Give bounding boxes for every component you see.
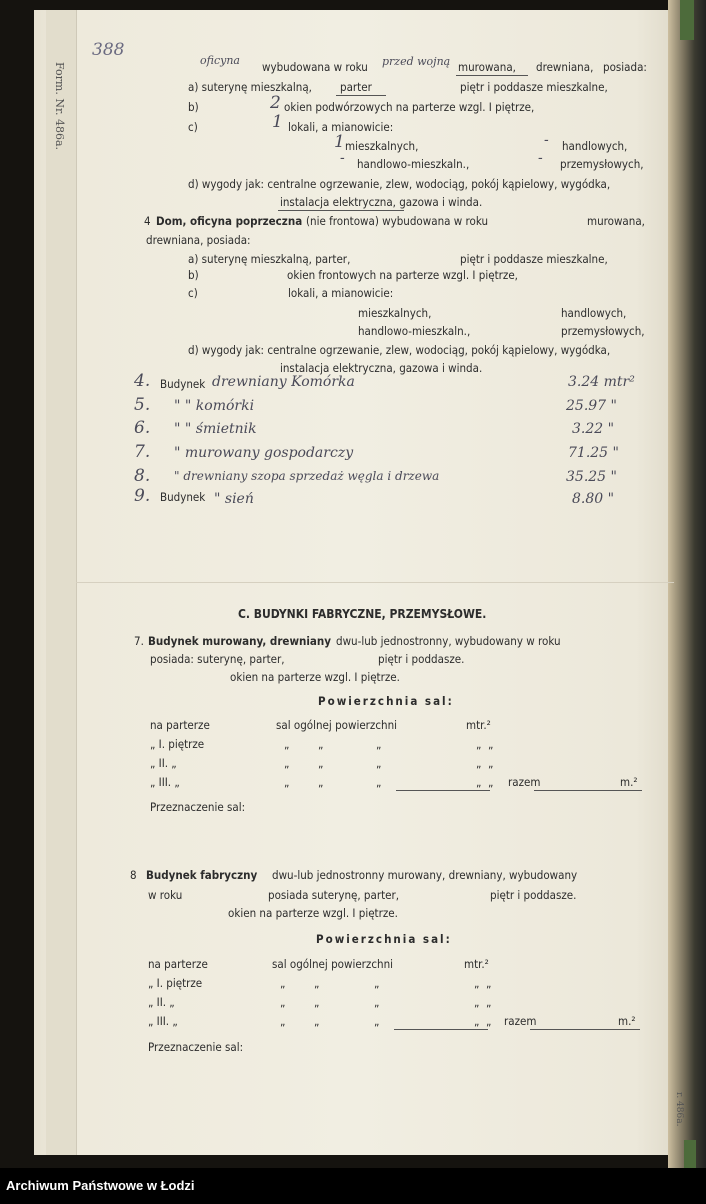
- row-num: 5.: [134, 395, 151, 415]
- text: dwu-lub jednostronny, wybudowany w roku: [336, 634, 561, 648]
- hand-handl: -: [544, 132, 549, 148]
- corner-number: 388: [92, 40, 125, 60]
- text: okien na parterze wzgl. I piętrze.: [228, 906, 398, 920]
- row-desc: " " komórki: [174, 398, 255, 414]
- text: Budynek: [160, 377, 206, 391]
- row-num: 9.: [134, 486, 151, 506]
- text: b): [188, 100, 199, 114]
- text: „ III. „: [148, 1014, 178, 1028]
- text: drewniana,: [536, 60, 594, 74]
- text: „ I. piętrze: [148, 976, 203, 990]
- text: „: [486, 995, 492, 1009]
- text: a) suterynę mieszkalną, parter,: [188, 252, 351, 266]
- text: „: [374, 995, 380, 1009]
- row-area: 8.80 ": [572, 491, 615, 507]
- text: c): [188, 286, 198, 300]
- text: „: [284, 756, 290, 770]
- text: „: [486, 976, 492, 990]
- row-area: 35.25 ": [566, 469, 617, 485]
- text: „: [376, 756, 382, 770]
- text: handlowo-mieszkaln.,: [357, 157, 470, 171]
- row-desc: drewniany Komórka: [212, 374, 355, 390]
- underline: [534, 790, 642, 791]
- archive-name: Archiwum Państwowe w Łodzi: [6, 1178, 195, 1193]
- text: „: [376, 775, 382, 789]
- text: „: [318, 737, 324, 751]
- text: „ II. „: [148, 995, 175, 1009]
- row-num: 4.: [134, 371, 151, 391]
- text: Przeznaczenie sal:: [148, 1040, 244, 1054]
- text: razem: [504, 1014, 537, 1028]
- text: „: [476, 737, 482, 751]
- text: b): [188, 268, 199, 282]
- text: murowana,: [587, 214, 645, 228]
- row-desc: " " śmietnik: [174, 421, 257, 437]
- text: posiada:: [603, 60, 647, 74]
- text: a) suterynę mieszkalną,: [188, 80, 312, 94]
- text: Przeznaczenie sal:: [150, 800, 246, 814]
- text: „ III. „: [150, 775, 180, 789]
- row-area: 25.97 ": [566, 398, 617, 414]
- text: mtr.²: [464, 957, 489, 971]
- text: wybudowana w roku: [262, 60, 368, 74]
- hand-year: przed wojną: [382, 55, 451, 68]
- text: sal ogólnej powierzchni: [272, 957, 394, 971]
- text: lokali, a mianowicie:: [288, 286, 394, 300]
- text: „: [474, 976, 480, 990]
- text: sal ogólnej powierzchni: [276, 718, 398, 732]
- text: w roku: [148, 888, 183, 902]
- row-area: 71.25 ": [568, 445, 619, 461]
- hand-okna: 2: [270, 93, 281, 113]
- text: „: [476, 775, 482, 789]
- archive-footer: [0, 1168, 706, 1204]
- text: c): [188, 120, 198, 134]
- underline: [530, 1029, 640, 1030]
- text: „: [374, 976, 380, 990]
- text: „: [488, 756, 494, 770]
- row-num: 8.: [134, 466, 151, 486]
- text: (nie frontowa) wybudowana w roku: [306, 214, 489, 228]
- row-num: 7.: [134, 442, 151, 462]
- underline: [336, 95, 386, 96]
- text: piętr i poddasze mieszkalne,: [460, 252, 608, 266]
- text: parter: [340, 80, 372, 94]
- text: Dom, oficyna poprzeczna: [156, 214, 303, 228]
- text: „: [488, 775, 494, 789]
- text: handlowo-mieszkaln.,: [358, 324, 471, 338]
- text: na parterze: [150, 718, 210, 732]
- text: mtr.²: [466, 718, 491, 732]
- text: okien frontowych na parterze wzgl. I piętrze,: [287, 268, 518, 282]
- text: d) wygody jak: centralne ogrzewanie, zlew, wodociąg, pokój kąpielowy, wygódka,: [188, 343, 611, 357]
- text: instalacja elektryczna, gazowa i winda.: [280, 361, 483, 375]
- text: „: [318, 775, 324, 789]
- text: murowana,: [458, 60, 516, 74]
- form-number-side: Form. Nr. 486a.: [53, 62, 66, 151]
- binding-edge: [668, 0, 706, 1168]
- subheading: Powierzchnia sal:: [318, 694, 454, 708]
- hand-mieszk: 1: [334, 132, 345, 152]
- row-desc: " sień: [214, 491, 254, 507]
- text: posiada: suterynę, parter,: [150, 652, 285, 666]
- form-side-strip: [46, 10, 77, 1155]
- text: m.²: [620, 775, 638, 789]
- text: okien podwórzowych na parterze wzgl. I piętrze,: [284, 100, 535, 114]
- text: na parterze: [148, 957, 208, 971]
- text: „: [280, 1014, 286, 1028]
- text: mieszkalnych,: [358, 306, 432, 320]
- text: d) wygody jak: centralne ogrzewanie, zlew, wodociąg, pokój kąpielowy, wygódka,: [188, 177, 611, 191]
- text: „ I. piętrze: [150, 737, 205, 751]
- text: „: [374, 1014, 380, 1028]
- text: „: [280, 976, 286, 990]
- text: lokali, a mianowicie:: [288, 120, 394, 134]
- text: handlowych,: [561, 306, 627, 320]
- text: „: [476, 756, 482, 770]
- text: „: [486, 1014, 492, 1028]
- page-fold: [76, 582, 674, 583]
- text: „: [314, 1014, 320, 1028]
- text: „: [280, 995, 286, 1009]
- text: przemysłowych,: [560, 157, 644, 171]
- subheading: Powierzchnia sal:: [316, 932, 452, 946]
- text: „ II. „: [150, 756, 177, 770]
- text: mieszkalnych,: [345, 139, 419, 153]
- underline: [456, 75, 528, 76]
- text: „: [474, 995, 480, 1009]
- binding-tape: [680, 0, 694, 40]
- text: 8: [130, 868, 137, 882]
- section-heading: C. BUDYNKI FABRYCZNE, PRZEMYSŁOWE.: [238, 607, 487, 621]
- row-desc: " murowany gospodarczy: [174, 445, 354, 461]
- row-area: 3.24 mtr²: [568, 374, 635, 390]
- text: piętr i poddasze mieszkalne,: [460, 80, 608, 94]
- text: razem: [508, 775, 541, 789]
- text: Budynek fabryczny: [146, 868, 258, 882]
- hand-przem: -: [538, 150, 543, 166]
- text: piętr i poddasze.: [490, 888, 577, 902]
- row-area: 3.22 ": [572, 421, 615, 437]
- text: „: [314, 976, 320, 990]
- form-number-side-bottom: r. 486a.: [674, 1092, 684, 1127]
- text: piętr i poddasze.: [378, 652, 465, 666]
- text: „: [284, 775, 290, 789]
- text: „: [488, 737, 494, 751]
- underline: [396, 790, 490, 791]
- text: 7.: [134, 634, 144, 648]
- row-desc: " drewniany szopa sprzedaż węgla i drzewa: [174, 469, 440, 483]
- hand-lokale: 1: [272, 112, 283, 132]
- text: „: [284, 737, 290, 751]
- text: Budynek: [160, 490, 206, 504]
- text: „: [314, 995, 320, 1009]
- binding-tape: [684, 1140, 696, 1168]
- text: „: [376, 737, 382, 751]
- underline: [394, 1029, 488, 1030]
- text: handlowych,: [562, 139, 628, 153]
- text: „: [318, 756, 324, 770]
- hand-handl-mieszk: -: [340, 150, 345, 166]
- text: instalacja elektryczna, gazowa i winda.: [280, 195, 483, 209]
- text: dwu-lub jednostronny murowany, drewniany, wybudowany: [272, 868, 578, 882]
- text: okien na parterze wzgl. I piętrze.: [230, 670, 400, 684]
- text: Budynek murowany, drewniany: [148, 634, 332, 648]
- text: przemysłowych,: [561, 324, 645, 338]
- text: m.²: [618, 1014, 636, 1028]
- hand-oficyna: oficyna: [200, 54, 240, 67]
- text: 4: [144, 214, 151, 228]
- underline: [278, 210, 404, 211]
- row-num: 6.: [134, 418, 151, 438]
- text: posiada suterynę, parter,: [268, 888, 400, 902]
- text: „: [474, 1014, 480, 1028]
- text: drewniana, posiada:: [146, 233, 251, 247]
